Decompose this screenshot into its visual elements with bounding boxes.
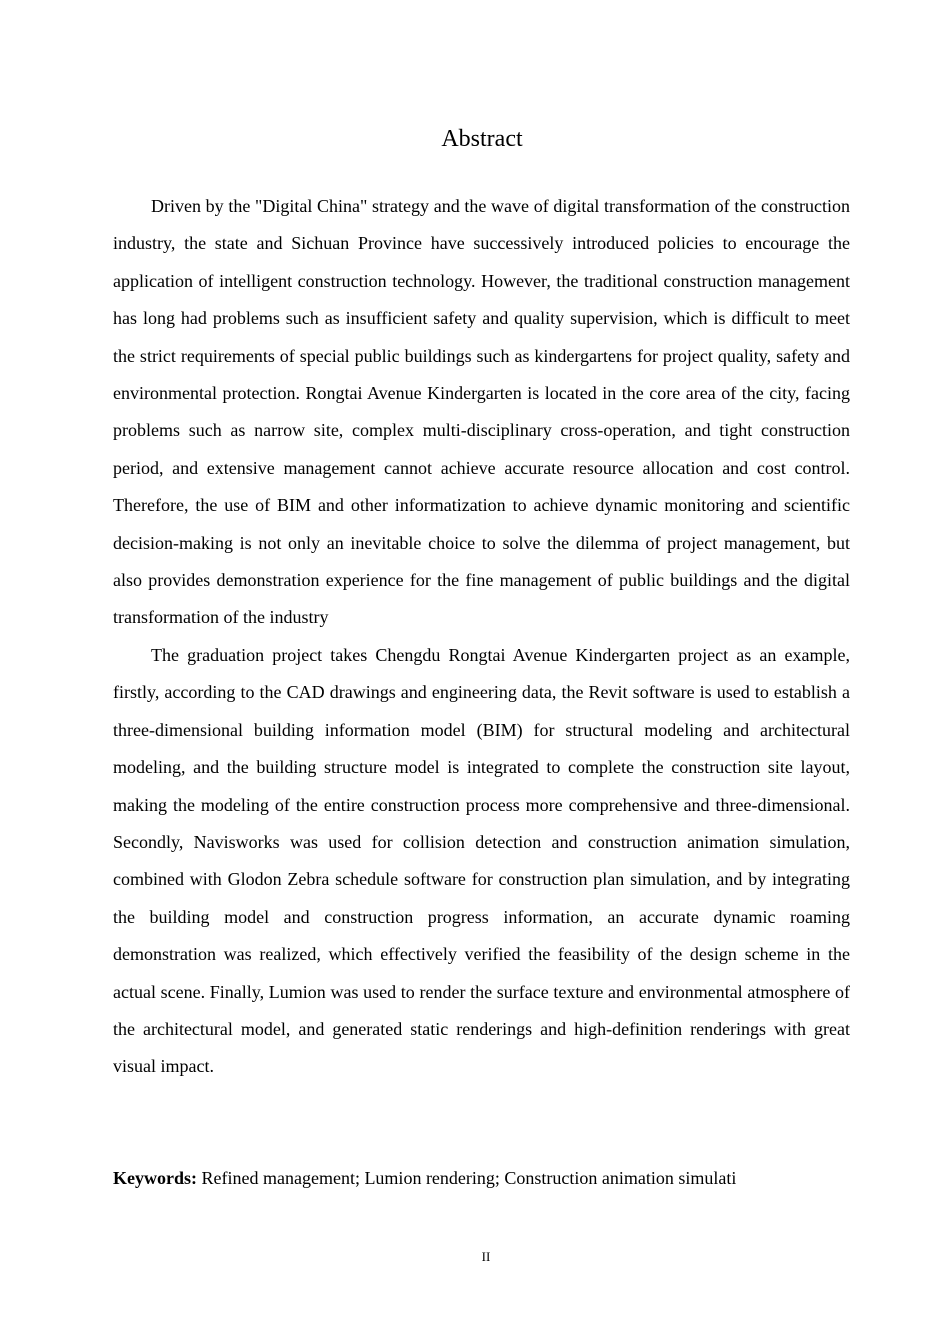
keywords-label: Keywords: — [113, 1168, 197, 1188]
abstract-paragraph-1: Driven by the "Digital China" strategy and the wave of digital transformation of the construction industry, the state and Sichuan Province have successively introduced policies to encourage the application of intelligent construction technology. However, the traditional construction management has long had problems such as insufficient safety and quality supervision, which is difficult to meet the strict requirements of special public buildings such as kindergartens for project quality, safety and environmental protection. Rongtai Avenue Kindergarten is located in the core area of the city, facing problems such as narrow site, complex multi-disciplinary cross-operation, and tight construction period, and extensive management cannot achieve accurate resource allocation and cost control. Therefore, the use of BIM and other informatization to achieve dynamic monitoring and scientific decision-making is not only an inevitable choice to solve the dilemma of project management, but also provides demonstration experience for the fine management of public buildings and the digital transformation of the industry — [113, 196, 850, 628]
page-number: II — [481, 1249, 491, 1264]
keywords-line — [113, 1164, 850, 1192]
abstract-body — [113, 188, 850, 1086]
abstract-paragraph-2: The graduation project takes Chengdu Rongtai Avenue Kindergarten project as an example, firstly, according to the CAD drawings and engineering data, the Revit software is used to establish a three-dimensional building information model (BIM) for structural modeling and architectural modeling, and the building structure model is integrated to complete the construction site layout, making the modeling of the entire construction process more comprehensive and three-dimensional. Secondly, Navisworks was used for collision detection and construction animation simulation, combined with Glodon Zebra schedule software for construction plan simulation, and by integrating the building model and construction progress information, an accurate dynamic roaming demonstration was realized, which effectively verified the feasibility of the design scheme in the actual scene. Finally, Lumion was used to render the surface texture and environmental atmosphere of the architectural model, and generated static renderings and high-definition renderings with great visual impact. — [113, 644, 850, 1077]
abstract-title: Abstract — [441, 126, 523, 152]
keywords-text: Refined management; Lumion rendering; Construction animation simulati — [197, 1168, 737, 1188]
